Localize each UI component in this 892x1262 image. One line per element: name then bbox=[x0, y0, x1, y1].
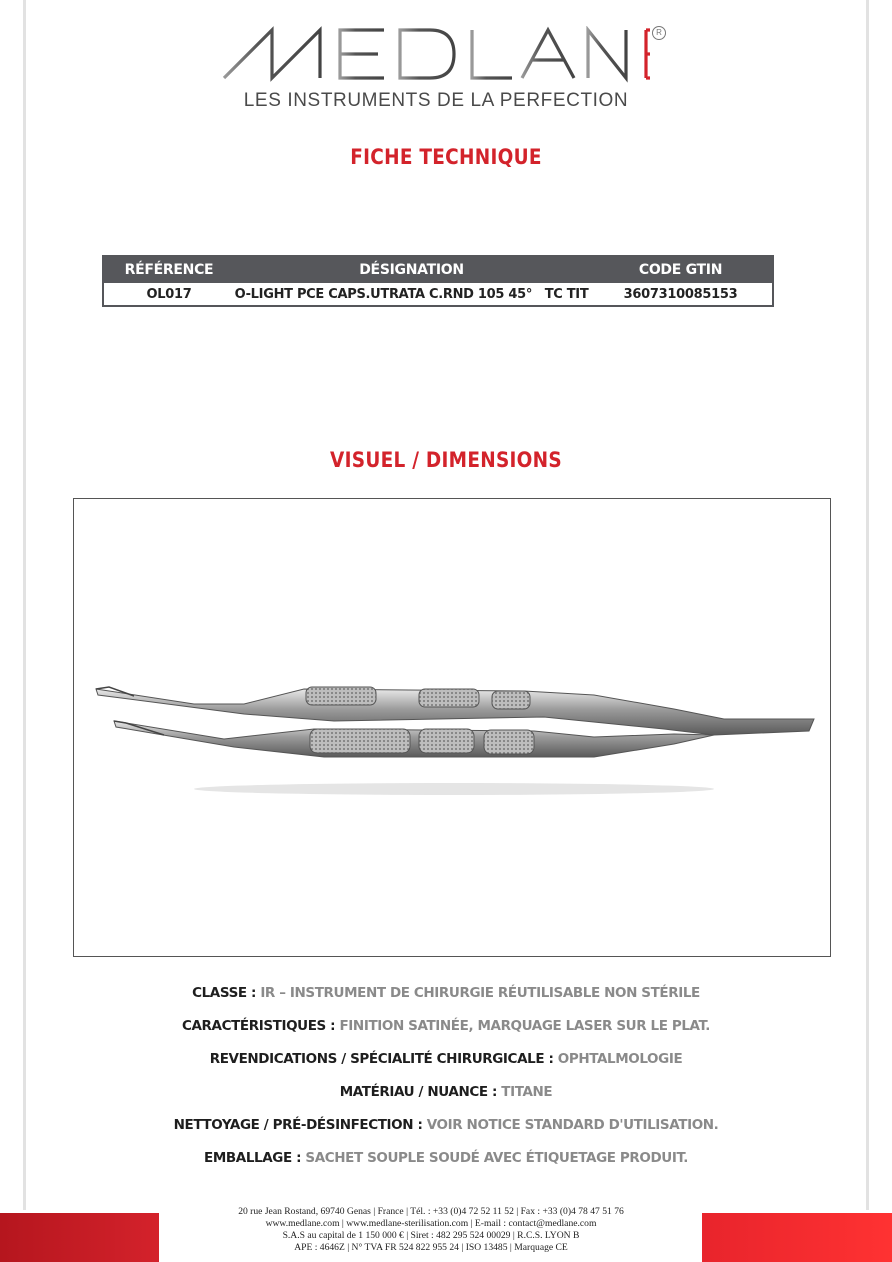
footer bbox=[160, 1206, 702, 1254]
footer-web: www.medlane.com | www.medlane-sterilisation.com | E-mail : contact@medlane.com bbox=[265, 1218, 597, 1229]
spec-value: OPHTALMOLOGIE bbox=[557, 1051, 683, 1067]
spec-value: IR – INSTRUMENT DE CHIRURGIE RÉUTILISABLE NON STÉRILE bbox=[260, 985, 700, 1001]
table-header-row bbox=[103, 256, 773, 283]
footer-registration: APE : 4646Z | N° TVA FR 524 822 955 24 | ISO 13485 | Marquage CE bbox=[294, 1242, 568, 1253]
spec-label: CLASSE : bbox=[192, 985, 261, 1001]
spec-value: TITANE bbox=[501, 1084, 553, 1100]
spec-value: FINITION SATINÉE, MARQUAGE LASER SUR LE PLAT. bbox=[339, 1018, 711, 1034]
footer-address: 20 rue Jean Rostand, 69740 Genas | France | Tél. : +33 (0)4 72 52 11 52 | Fax : +33 (0)4 78 47 51 76 bbox=[238, 1206, 624, 1217]
cell-reference: OL017 bbox=[146, 286, 192, 302]
spec-value: VOIR NOTICE STANDARD D'UTILISATION. bbox=[426, 1117, 719, 1133]
visual-title: VISUEL / DIMENSIONS bbox=[330, 448, 562, 472]
specifications-list bbox=[0, 985, 892, 1183]
table-row bbox=[103, 283, 773, 306]
medlane-wordmark bbox=[222, 26, 672, 88]
reference-table bbox=[102, 255, 774, 307]
header-reference: RÉFÉRENCE bbox=[103, 256, 234, 283]
footer-red-bar-left bbox=[0, 1213, 159, 1262]
footer-red-bar-right bbox=[702, 1213, 892, 1262]
cell-designation: O-LIGHT PCE CAPS.UTRATA C.RND 105 45° TC TIT bbox=[234, 286, 589, 302]
spec-nettoyage bbox=[0, 1117, 892, 1150]
spec-materiau bbox=[0, 1084, 892, 1117]
cell-gtin: 3607310085153 bbox=[623, 286, 738, 302]
brand-tagline: LES INSTRUMENTS DE LA PERFECTION bbox=[243, 90, 629, 111]
spec-label: NETTOYAGE / PRÉ-DÉSINFECTION : bbox=[173, 1117, 427, 1133]
spec-label: EMBALLAGE : bbox=[204, 1150, 306, 1166]
spec-label: MATÉRIAU / NUANCE : bbox=[339, 1084, 502, 1100]
capsulorhexis-forceps-image bbox=[74, 499, 830, 956]
spec-caracteristiques bbox=[0, 1018, 892, 1051]
spec-label: CARACTÉRISTIQUES : bbox=[181, 1018, 340, 1034]
header-gtin: CODE GTIN bbox=[589, 256, 773, 283]
visual-box bbox=[73, 498, 831, 957]
registered-mark: R bbox=[652, 26, 666, 40]
spec-classe bbox=[0, 985, 892, 1018]
footer-company: S.A.S au capital de 1 150 000 € | Siret : 482 295 524 00029 | R.C.S. LYON B bbox=[282, 1230, 580, 1241]
spec-revendications bbox=[0, 1051, 892, 1084]
sheet-title: FICHE TECHNIQUE bbox=[350, 145, 542, 169]
spec-label: REVENDICATIONS / SPÉCIALITÉ CHIRURGICALE : bbox=[209, 1051, 558, 1067]
spec-value: SACHET SOUPLE SOUDÉ AVEC ÉTIQUETAGE PRODUIT. bbox=[305, 1150, 688, 1166]
brand-logo bbox=[222, 26, 672, 116]
header-designation: DÉSIGNATION bbox=[234, 256, 589, 283]
spec-emballage bbox=[0, 1150, 892, 1183]
